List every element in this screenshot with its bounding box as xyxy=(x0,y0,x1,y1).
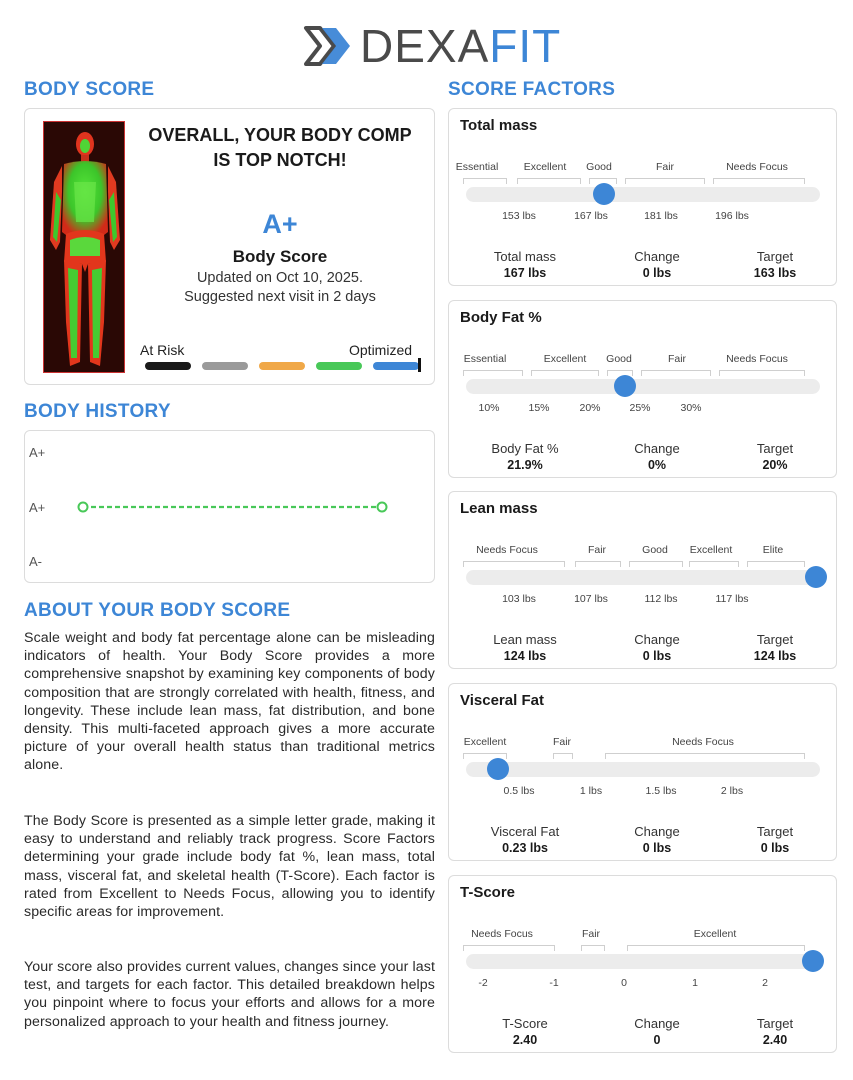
factor-segment-bracket xyxy=(641,370,711,376)
factor-tick-label: 10% xyxy=(478,402,500,414)
dexafit-logo xyxy=(300,18,570,74)
factor-title: T-Score xyxy=(460,884,516,901)
factor-range-track xyxy=(466,187,820,202)
factor-value-label: T-Score xyxy=(502,1016,548,1031)
scale-bar-optimized xyxy=(373,362,419,370)
factor-change-label: Change xyxy=(634,1016,680,1031)
factor-target-value: 124 lbs xyxy=(753,649,797,663)
factor-segment-bracket xyxy=(575,561,621,567)
brand-name-part2: FIT xyxy=(489,20,562,72)
factor-segment-label: Fair xyxy=(667,353,687,365)
factor-segment-label: Fair xyxy=(587,544,607,556)
factor-segment-label: Excellent xyxy=(693,928,737,940)
factor-tick-label: 196 lbs xyxy=(715,210,749,222)
factor-target-label: Target xyxy=(756,824,794,839)
body-score-section-title: BODY SCORE xyxy=(24,79,155,100)
factor-segment-bracket xyxy=(463,370,523,376)
factor-segment-bracket xyxy=(553,753,573,759)
factor-segment-bracket xyxy=(581,945,605,951)
factor-current-value-dot[interactable] xyxy=(614,375,636,397)
factor-change-value: 0% xyxy=(647,458,667,472)
factor-tick-label: -1 xyxy=(549,977,559,989)
factor-tick-label: 0 xyxy=(621,977,627,989)
factor-tick-label: 15% xyxy=(528,402,550,414)
factor-segment-label: Needs Focus xyxy=(476,544,538,556)
score-factor-card-total-mass xyxy=(448,108,837,286)
factor-target-label: Target xyxy=(756,441,794,456)
scale-bar-poor xyxy=(202,362,248,370)
factor-segment-label: Excellent xyxy=(523,161,567,173)
factor-segment-bracket xyxy=(517,178,581,184)
factor-segment-bracket xyxy=(689,561,739,567)
history-y-label-middle: A+ xyxy=(29,500,46,515)
score-factor-card-t-score xyxy=(448,875,837,1053)
factor-tick-label: 181 lbs xyxy=(644,210,678,222)
about-paragraph-3: Your score also provides current values, changes since your last test, and targets for each factor. This detailed breakdown helps you pinpoint where to focus your efforts and allows for a more personalized approach to your health and fitness journey. xyxy=(24,959,435,1030)
factor-change-value: 0 lbs xyxy=(642,841,672,855)
body-score-grade: A+ xyxy=(262,209,298,239)
factor-tick-label: 30% xyxy=(680,402,702,414)
factor-value-label: Body Fat % xyxy=(491,441,559,456)
factor-segment-label: Good xyxy=(642,544,668,556)
factor-tick-label: 2 xyxy=(762,977,768,989)
factor-tick-label: 2 lbs xyxy=(720,785,744,797)
factor-current-value-dot[interactable] xyxy=(487,758,509,780)
scale-current-marker xyxy=(418,358,421,372)
factor-tick-label: 1 lbs xyxy=(579,785,603,797)
history-chart xyxy=(25,431,436,584)
factor-tick-label: 0.5 lbs xyxy=(503,785,535,797)
brand-name-part1: DEXA xyxy=(360,20,490,72)
factor-current-value: 21.9% xyxy=(507,458,543,472)
factor-change-label: Change xyxy=(634,249,680,264)
factor-current-value: 0.23 lbs xyxy=(502,841,548,855)
scale-bar-good xyxy=(316,362,362,370)
history-point-latest[interactable] xyxy=(378,503,387,512)
factor-change-label: Change xyxy=(634,824,680,839)
factor-target-value: 2.40 xyxy=(762,1033,788,1047)
factor-target-value: 0 lbs xyxy=(760,841,790,855)
factor-tick-label: 20% xyxy=(579,402,601,414)
factor-segment-label: Elite xyxy=(762,544,784,556)
body-score-card xyxy=(24,108,435,385)
score-factor-card-lean-mass xyxy=(448,491,837,669)
about-paragraph-2: The Body Score is presented as a simple letter grade, making it easy to understand and reliably track progress. Score Factors determining your grade include body fat %, lean mass, total mass, visceral fat, and skeletal health (T-Score). Each factor is rated from Excellent to Needs Focus, allowing you to identify specific areas for improvement. xyxy=(24,813,435,921)
factor-change-value: 0 lbs xyxy=(642,649,672,663)
factor-target-label: Target xyxy=(756,632,794,647)
factor-segment-label: Good xyxy=(586,161,612,173)
factor-current-value-dot[interactable] xyxy=(593,183,615,205)
score-factors-section-title: SCORE FACTORS xyxy=(448,79,616,100)
factor-current-value: 124 lbs xyxy=(503,649,547,663)
score-headline: OVERALL, YOUR BODY COMP IS TOP NOTCH! xyxy=(148,125,412,170)
factor-tick-label: 1.5 lbs xyxy=(645,785,677,797)
factor-segment-label: Needs Focus xyxy=(471,928,533,940)
factor-title: Body Fat % xyxy=(460,309,542,326)
factor-segment-bracket xyxy=(463,561,565,567)
factor-segment-bracket xyxy=(719,370,805,376)
factor-current-value: 167 lbs xyxy=(503,266,547,280)
factor-segment-label: Essential xyxy=(455,161,499,173)
factor-range-track xyxy=(466,379,820,394)
factor-change-value: 0 xyxy=(653,1033,661,1047)
factor-tick-label: 112 lbs xyxy=(644,593,678,605)
factor-tick-label: 107 lbs xyxy=(574,593,608,605)
history-y-label-bottom: A- xyxy=(29,554,42,569)
factor-target-label: Target xyxy=(756,1016,794,1031)
factor-current-value: 2.40 xyxy=(512,1033,538,1047)
factor-range-track xyxy=(466,570,820,585)
factor-segment-label: Excellent xyxy=(689,544,733,556)
factor-change-label: Change xyxy=(634,441,680,456)
history-point-first[interactable] xyxy=(79,503,88,512)
factor-current-value-dot[interactable] xyxy=(802,950,824,972)
factor-segment-bracket xyxy=(531,370,599,376)
factor-target-label: Target xyxy=(756,249,794,264)
factor-tick-label: 103 lbs xyxy=(502,593,536,605)
factor-segment-label: Good xyxy=(606,353,632,365)
factor-tick-label: -2 xyxy=(478,977,488,989)
factor-title: Visceral Fat xyxy=(460,692,544,709)
factor-change-label: Change xyxy=(634,632,680,647)
scale-bar-fair xyxy=(259,362,305,370)
body-history-card xyxy=(24,430,435,583)
factor-tick-label: 1 xyxy=(692,977,698,989)
factor-value-label: Lean mass xyxy=(493,632,557,647)
score-factor-card-body-fat xyxy=(448,300,837,478)
body-composition-scan-image xyxy=(43,121,125,373)
factor-title: Total mass xyxy=(460,117,538,134)
scale-label-at-risk: At Risk xyxy=(140,342,185,358)
factor-segment-bracket xyxy=(463,178,507,184)
factor-target-value: 163 lbs xyxy=(753,266,797,280)
score-updated-info xyxy=(145,269,415,307)
factor-segment-bracket xyxy=(713,178,805,184)
factor-segment-bracket xyxy=(605,753,805,759)
dexafit-logo-mark-icon xyxy=(300,18,356,74)
factor-change-value: 0 lbs xyxy=(642,266,672,280)
factor-title: Lean mass xyxy=(460,500,538,517)
factor-segment-bracket xyxy=(747,561,805,567)
body-score-label: Body Score xyxy=(232,247,328,266)
factor-segment-bracket xyxy=(463,945,555,951)
scale-bar-at-risk xyxy=(145,362,191,370)
factor-segment-label: Essential xyxy=(463,353,507,365)
factor-value-label: Visceral Fat xyxy=(490,824,560,839)
factor-segment-label: Needs Focus xyxy=(726,353,788,365)
body-history-section-title: BODY HISTORY xyxy=(24,401,171,422)
factor-tick-label: 153 lbs xyxy=(502,210,536,222)
score-factor-card-visceral-fat xyxy=(448,683,837,861)
factor-value-label: Total mass xyxy=(493,249,557,264)
brand-name xyxy=(360,18,561,74)
factor-segment-label: Fair xyxy=(581,928,601,940)
factor-tick-label: 25% xyxy=(629,402,651,414)
next-visit-suggestion: Suggested next visit in 2 days xyxy=(184,289,376,305)
factor-target-value: 20% xyxy=(762,458,788,472)
history-y-label-top: A+ xyxy=(29,445,46,460)
factor-segment-label: Needs Focus xyxy=(726,161,788,173)
scale-label-optimized: Optimized xyxy=(349,342,413,358)
factor-segment-label: Needs Focus xyxy=(672,736,734,748)
factor-range-track xyxy=(466,762,820,777)
factor-segment-label: Fair xyxy=(552,736,572,748)
factor-current-value-dot[interactable] xyxy=(805,566,827,588)
factor-segment-bracket xyxy=(627,945,805,951)
factor-segment-label: Excellent xyxy=(543,353,587,365)
updated-date: Updated on Oct 10, 2025. xyxy=(196,270,364,286)
about-paragraph-1: Scale weight and body fat percentage alone can be misleading indicators of health. Your Body Score provides a more comprehensive snapshot by examining key components of body composition that are strongly correlated with health, fitness, and longevity. These include lean mass, fat distribution, and bone density. This multi-faceted approach gives a more accurate picture of your overall health status than traditional metrics alone. xyxy=(24,630,435,774)
factor-range-track xyxy=(466,954,820,969)
factor-segment-bracket xyxy=(625,178,705,184)
factor-segment-label: Fair xyxy=(655,161,675,173)
factor-tick-label: 167 lbs xyxy=(574,210,608,222)
factor-segment-label: Excellent xyxy=(463,736,507,748)
factor-segment-bracket xyxy=(629,561,683,567)
factor-tick-label: 117 lbs xyxy=(715,593,749,605)
about-section-title: ABOUT YOUR BODY SCORE xyxy=(24,600,291,621)
